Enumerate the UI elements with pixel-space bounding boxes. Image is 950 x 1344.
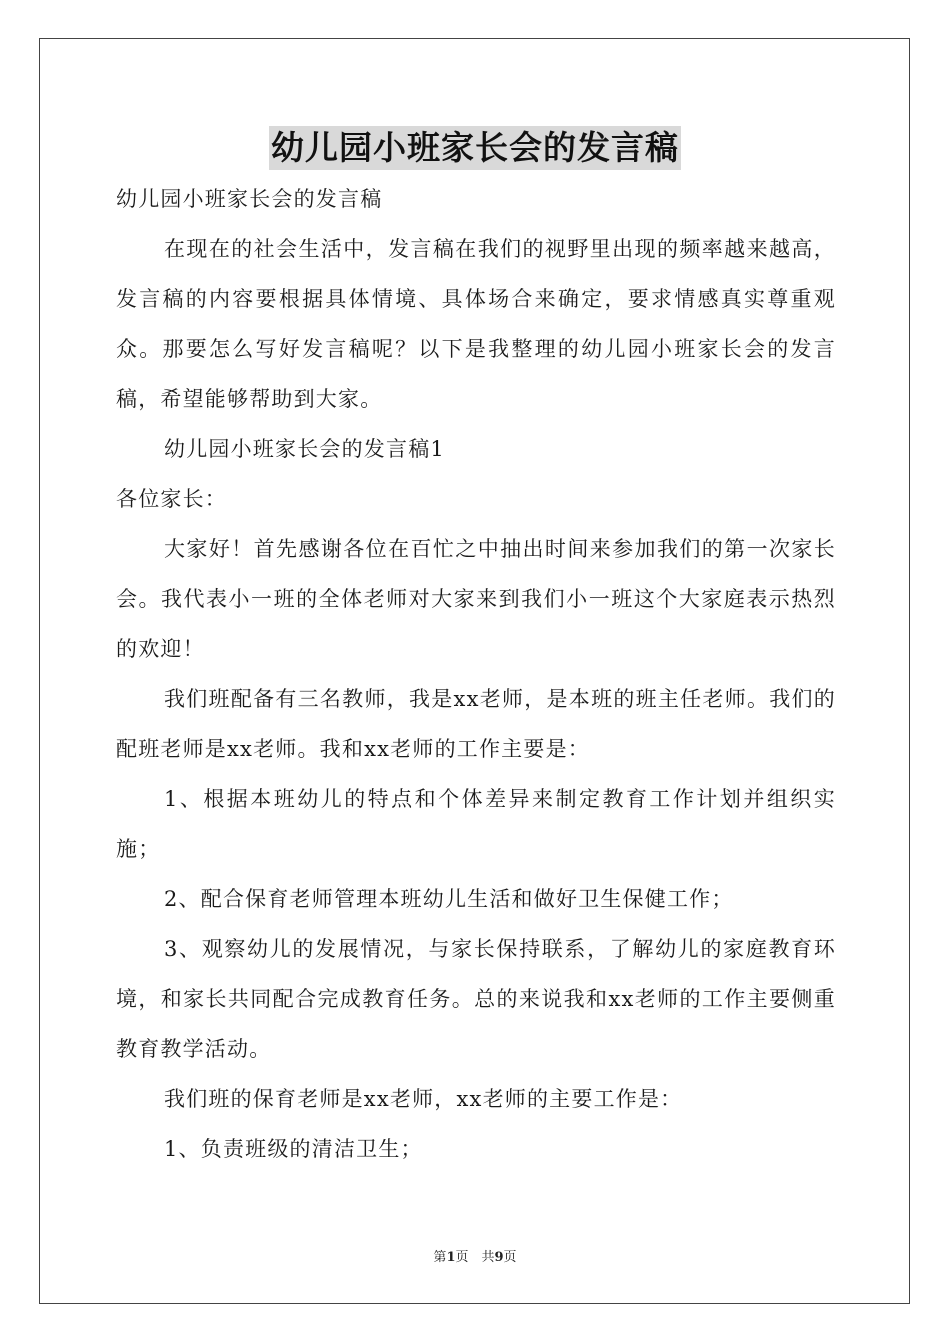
document-paragraph: 1、负责班级的清洁卫生；	[164, 1137, 423, 1161]
document-paragraph: 幼儿园小班家长会的发言稿1	[164, 437, 445, 461]
document-body	[116, 174, 836, 1174]
page-footer	[0, 1246, 950, 1265]
footer-page-suffix: 页	[503, 1250, 517, 1265]
title-wrap	[0, 126, 950, 170]
document-paragraph: 我们班的保育老师是xx老师，xx老师的主要工作是：	[164, 1087, 683, 1111]
document-paragraph: 我们班配备有三名教师，我是xx老师，是本班的班主任老师。我们的配班老师是xx老师。我和xx老师的工作主要是：	[116, 687, 836, 761]
document-paragraph: 大家好！首先感谢各位在百忙之中抽出时间来参加我们的第一次家长会。我代表小一班的全体老师对大家来到我们小一班这个大家庭表示热烈的欢迎！	[116, 537, 836, 661]
document-paragraph: 幼儿园小班家长会的发言稿	[116, 187, 383, 211]
footer-page-total: 9	[494, 1250, 504, 1265]
footer-page-current: 1	[446, 1250, 456, 1265]
document-title: 幼儿园小班家长会的发言稿	[269, 126, 681, 170]
document-paragraph: 1、根据本班幼儿的特点和个体差异来制定教育工作计划并组织实施；	[116, 787, 836, 861]
document-paragraph: 各位家长：	[116, 487, 227, 511]
footer-page-mid: 页 共	[455, 1250, 495, 1265]
document-paragraph: 2、配合保育老师管理本班幼儿生活和做好卫生保健工作；	[164, 887, 734, 911]
document-paragraph: 3、观察幼儿的发展情况，与家长保持联系，了解幼儿的家庭教育环境，和家长共同配合完成教育任务。总的来说我和xx老师的工作主要侧重教育教学活动。	[116, 937, 836, 1061]
document-paragraph: 在现在的社会生活中，发言稿在我们的视野里出现的频率越来越高，发言稿的内容要根据具体情境、具体场合来确定，要求情感真实尊重观众。那要怎么写好发言稿呢？以下是我整理的幼儿园小班家长会的发言稿，希望能够帮助到大家。	[116, 237, 836, 411]
footer-page-prefix: 第	[433, 1250, 447, 1265]
